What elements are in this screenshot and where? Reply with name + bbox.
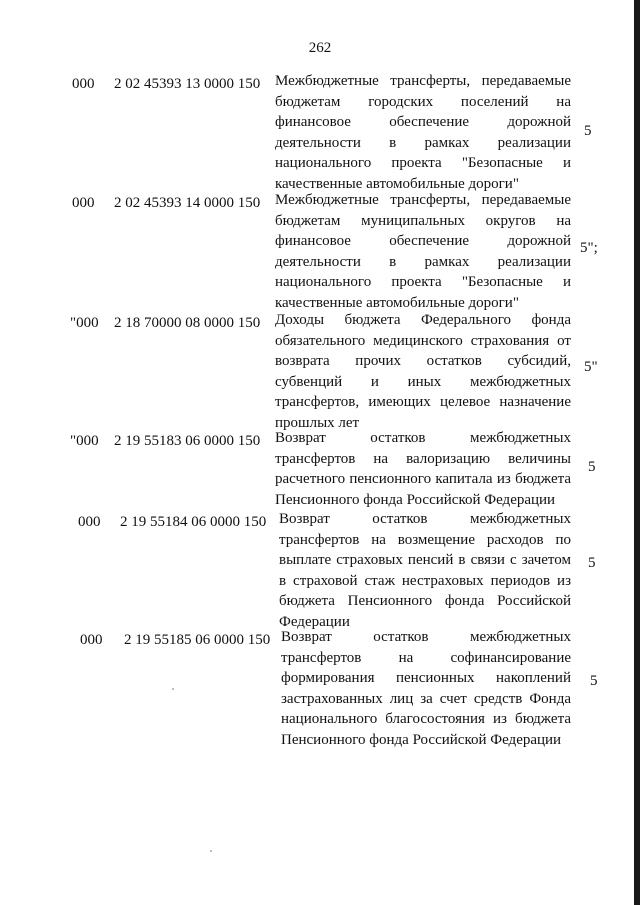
admin-code: "000 [70,433,99,449]
scan-speck [172,688,174,690]
kbk-code: 2 19 55183 06 0000 150 [114,433,261,449]
row-description: Межбюджетные трансферты, передаваемые бюджетам муниципальных округов на финансовое обеспечение дорожной деятельности в рамках реализации национального проекта "Безопасные и качественные автомобильные дороги" [275,192,571,311]
kbk-code: 2 18 70000 08 0000 150 [114,315,261,331]
admin-code: "000 [70,315,99,331]
row-amount: 5" [584,359,598,375]
row-description: Возврат остатков межбюджетных трансфертов на валоризацию величины расчетного пенсионного капитала из бюджета Пенсионного фонда Российской Федерации [275,430,571,508]
row-amount: 5 [590,673,598,689]
row-description: Межбюджетные трансферты, передаваемые бюджетам городских поселений на финансовое обеспечение дорожной деятельности в рамках реализации национального проекта "Безопасные и качественные автомобильные дороги" [275,73,571,192]
admin-code: 000 [80,632,103,648]
row-amount: 5 [588,459,596,475]
kbk-code: 2 02 45393 14 0000 150 [114,195,261,211]
scan-speck [210,850,212,852]
row-description: Доходы бюджета Федерального фонда обязательного медицинского страхования от возврата прочих остатков субсидий, субвенций и иных межбюджетных трансфертов, имеющих целевое назначение прошлых лет [275,312,571,431]
scan-edge [634,0,640,905]
row-amount: 5"; [580,240,598,256]
admin-code: 000 [78,514,101,530]
row-description: Возврат остатков межбюджетных трансфертов на софинансирование формирования пенсионных накоплений застрахованных лиц за счет средств Фонда национального благосостояния из бюджета Пенсионного фонда Российской Федерации [281,629,571,748]
page-number: 262 [308,40,332,56]
kbk-code: 2 19 55184 06 0000 150 [120,514,267,530]
row-description: Возврат остатков межбюджетных трансфертов на возмещение расходов по выплате страховых пенсий в связи с зачетом в страховой стаж нестраховых периодов из бюджета Пенсионного фонда Российской Федерации [279,511,571,630]
kbk-code: 2 19 55185 06 0000 150 [124,632,271,648]
admin-code: 000 [72,195,95,211]
row-amount: 5 [588,555,596,571]
admin-code: 000 [72,76,95,92]
row-amount: 5 [584,123,592,139]
kbk-code: 2 02 45393 13 0000 150 [114,76,261,92]
